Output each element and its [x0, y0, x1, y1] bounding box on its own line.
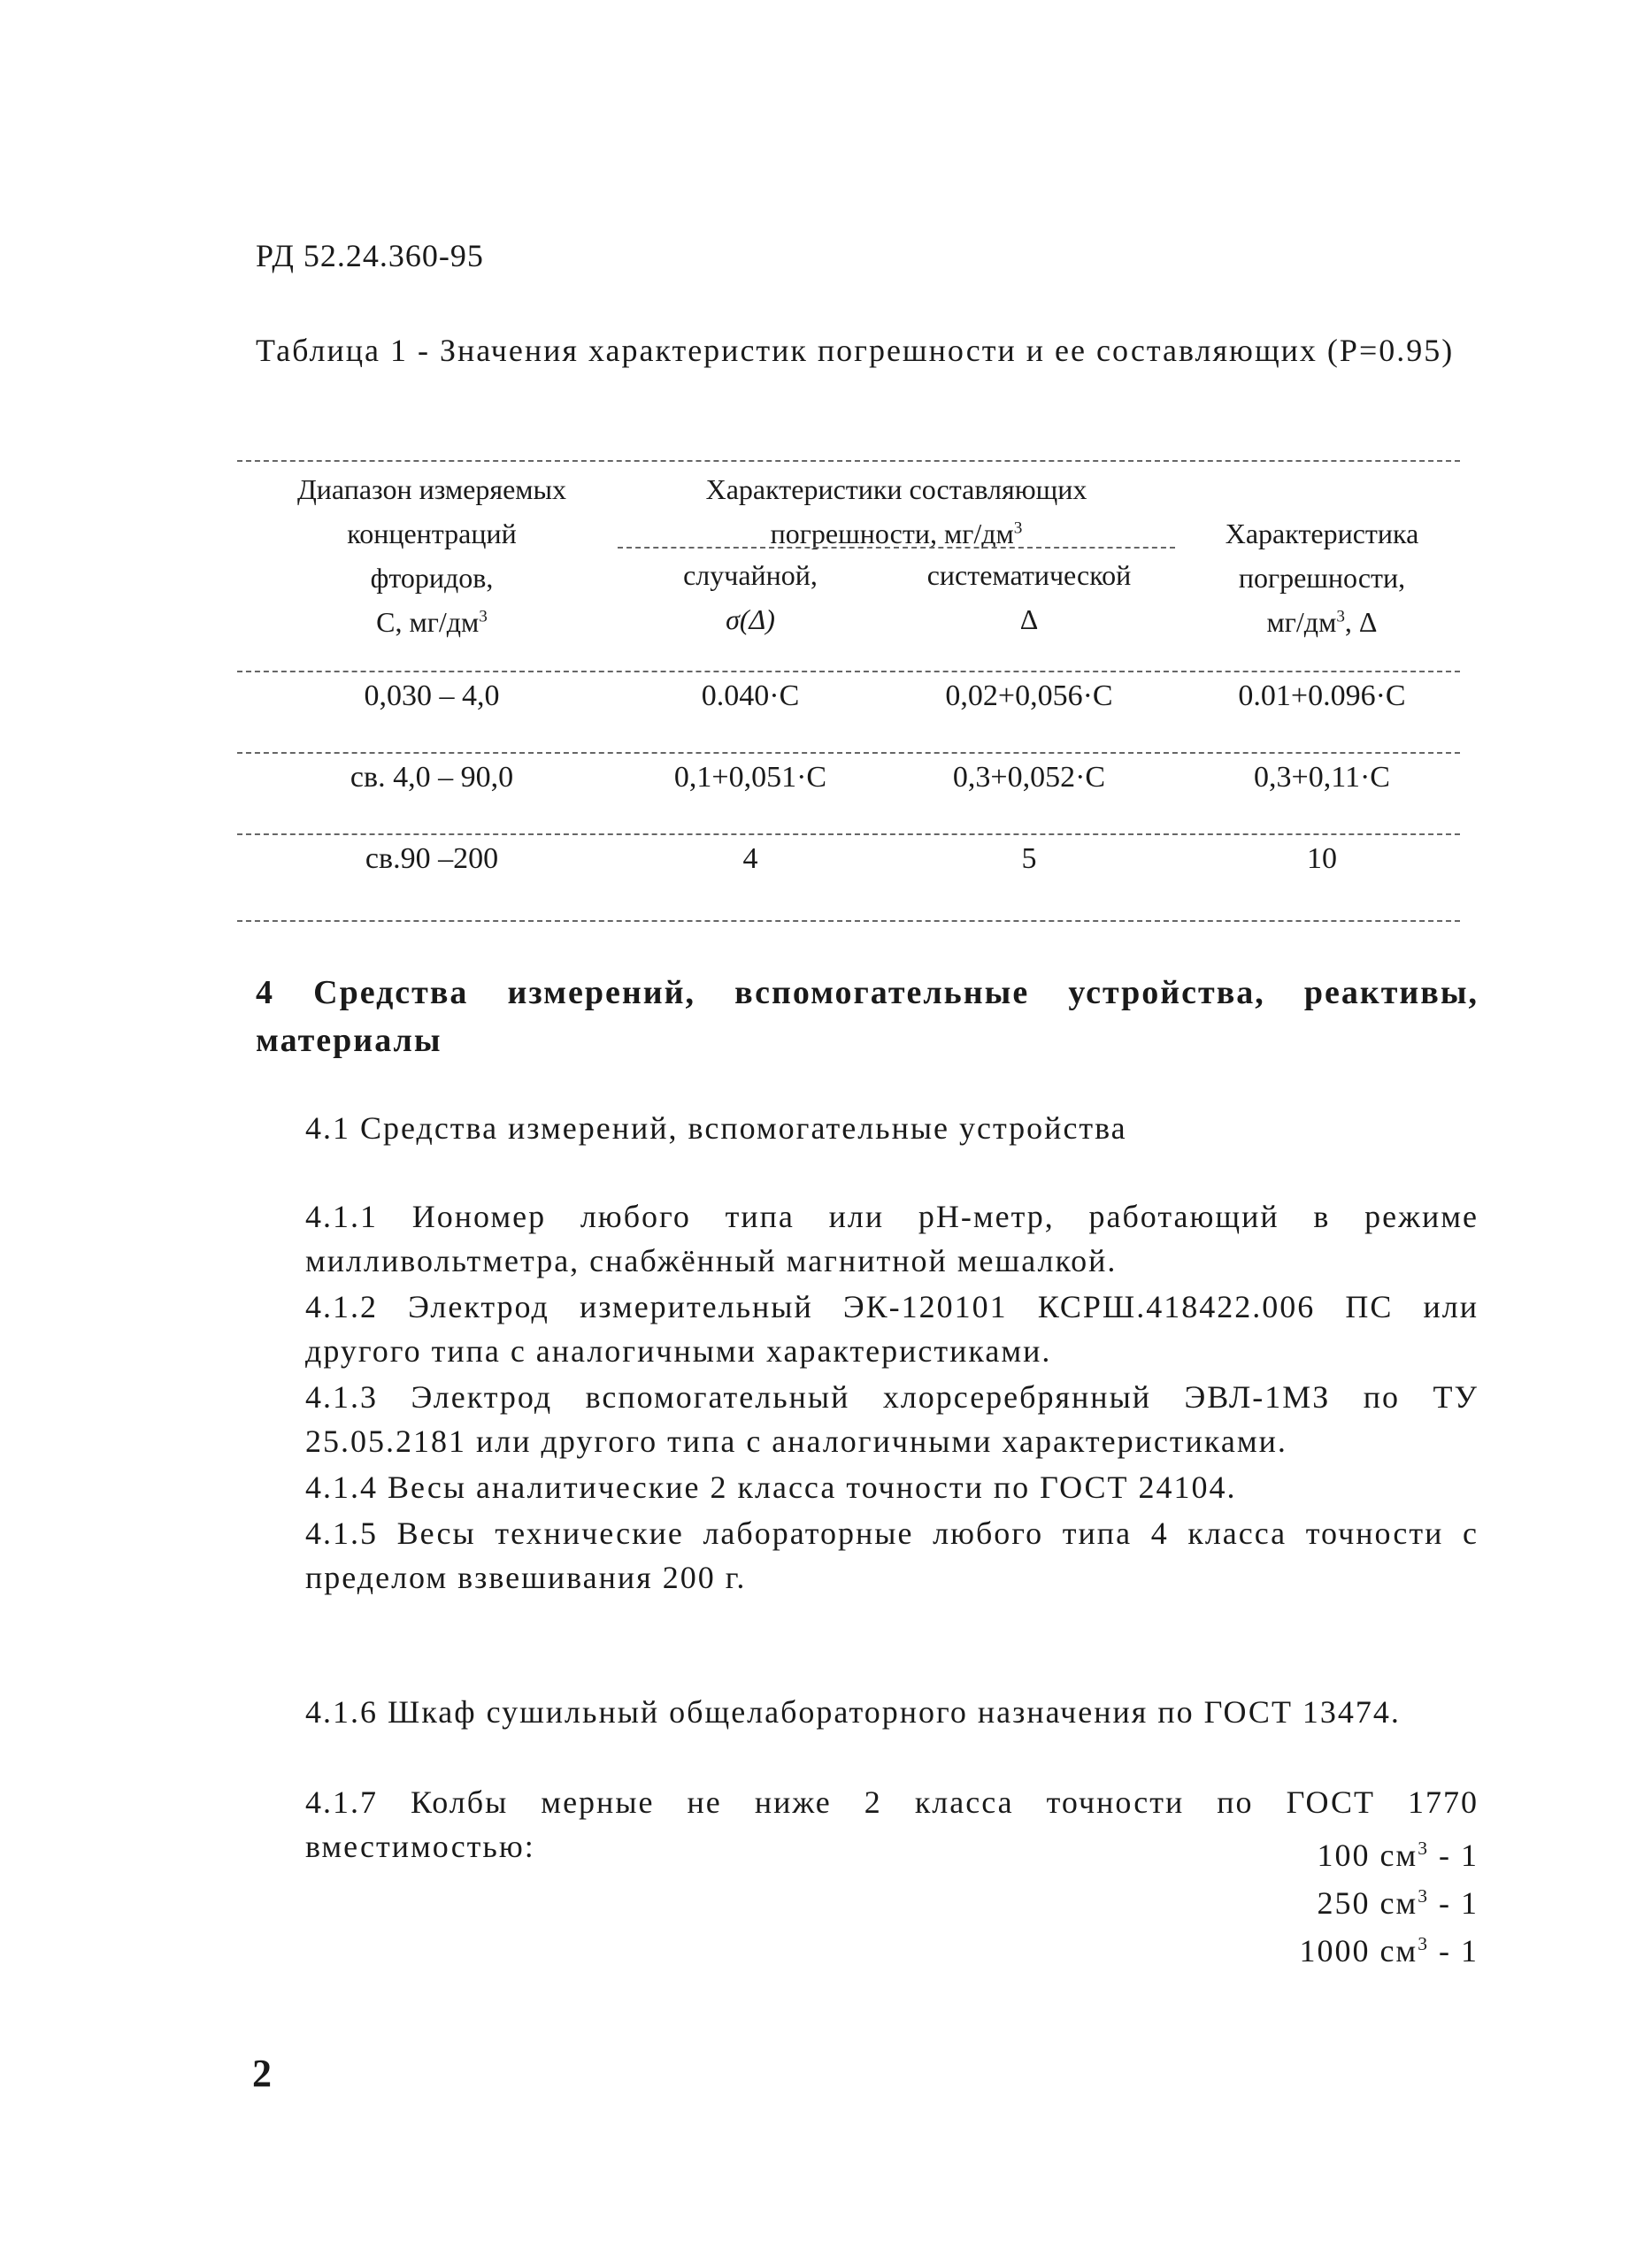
- document-code: РД 52.24.360-95: [256, 238, 484, 273]
- table-top-rule: [237, 460, 1460, 462]
- row1-systematic: 0,02+0,056·C: [945, 679, 1113, 712]
- header-range-line3: фторидов,: [370, 562, 494, 594]
- header-total: [1184, 511, 1460, 644]
- header-components-line1: Характеристики составляющих: [705, 473, 1087, 505]
- row1-rule: [237, 752, 1460, 754]
- section-4-heading: 4 Средства измерений, вспомогательные устройства, реактивы, материалы: [256, 974, 1479, 1059]
- table-bottom-rule: [237, 920, 1460, 922]
- header-total-line2: погрешности,: [1238, 562, 1406, 594]
- header-systematic-label: систематической: [926, 559, 1132, 591]
- row2-total: 0,3+0,11·C: [1254, 761, 1390, 794]
- row2-random: 0,1+0,051·C: [673, 761, 827, 794]
- row1-random: 0.040·C: [701, 679, 800, 712]
- header-components-line2: погрешности, $мг/дм^3$: [770, 518, 1023, 549]
- header-range: [237, 467, 626, 644]
- para-4-1-6: 4.1.6 Шкаф сушильный общелабораторного назначения по ГОСТ 13474.: [305, 1694, 1401, 1730]
- header-random-label: случайной,: [683, 559, 818, 591]
- flask-item: 100 $см^3 - 1$: [1317, 1838, 1479, 1873]
- flask-list: [1150, 1831, 1479, 1975]
- para-4-1: 4.1 Средства измерений, вспомогательные устройства: [305, 1110, 1127, 1146]
- header-total-line1: Характеристика: [1225, 518, 1419, 549]
- para-4-1-5: 4.1.5 Весы технические лабораторные любого типа 4 класса точности с пределом взвешивания 200 г.: [305, 1516, 1479, 1595]
- row2-systematic: 0,3+0,052·C: [952, 761, 1106, 794]
- header-range-line4: С, $мг/дм^3$: [376, 606, 488, 638]
- header-range-line1: Диапазон измеряемых: [296, 473, 567, 505]
- header-subrule: [618, 547, 1175, 549]
- header-range-line2: концентраций: [347, 518, 517, 549]
- table-caption: Таблица 1 - Значения характеристик погрешности и ее составляющих (P=0.95): [256, 333, 1455, 368]
- row2-range: св. 4,0 – 90,0: [350, 761, 514, 794]
- page-number: 2: [252, 2052, 272, 2095]
- row3-range: св.90 –200: [365, 842, 499, 875]
- flask-item: 1000 $см^3 - 1$: [1299, 1933, 1479, 1969]
- row2-rule: [237, 833, 1460, 835]
- row1-total: 0.01+0.096·C: [1238, 679, 1406, 712]
- header-total-line3: $мг/дм^3$, Δ: [1266, 606, 1378, 638]
- row1-range: 0,030 – 4,0: [364, 679, 500, 712]
- para-4-1-4: 4.1.4 Весы аналитические 2 класса точности по ГОСТ 24104.: [305, 1470, 1237, 1505]
- row3-random: 4: [742, 842, 758, 875]
- row3-total: 10: [1307, 842, 1337, 875]
- para-4-1-3: 4.1.3 Электрод вспомогательный хлорсеребрянный ЭВЛ-1МЗ по ТУ 25.05.2181 или другого типа с аналогичными характеристиками.: [305, 1379, 1479, 1459]
- row3-systematic: 5: [1021, 842, 1037, 875]
- para-4-1-7: 4.1.7 Колбы мерные не ниже 2 класса точности по ГОСТ 1770 вместимостью:: [305, 1784, 1479, 1864]
- header-systematic-symbol: Δ: [1019, 603, 1039, 635]
- header-random-symbol: σ(Δ): [726, 603, 775, 635]
- para-4-1-2: 4.1.2 Электрод измерительный ЭК-120101 КСРШ.418422.006 ПС или другого типа с аналогичными характеристиками.: [305, 1289, 1479, 1369]
- header-components: [618, 467, 1175, 556]
- header-systematic: [883, 553, 1175, 641]
- header-random: [618, 553, 883, 641]
- header-bottom-rule: [237, 671, 1460, 672]
- para-4-1-1: 4.1.1 Иономер любого типа или рН-метр, работающий в режиме милливольтметра, снабжённый магнитной мешалкой.: [305, 1199, 1479, 1278]
- flask-item: 250 $см^3 - 1$: [1317, 1885, 1479, 1921]
